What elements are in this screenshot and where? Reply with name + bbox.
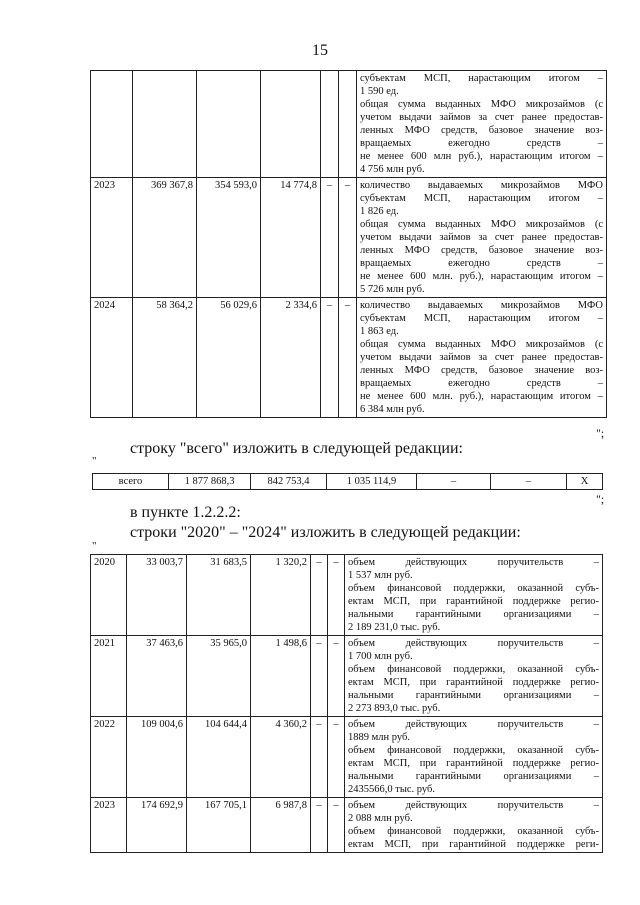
closing-quote-2: "; xyxy=(596,492,605,506)
indicator-line: объем действующих поручительств – xyxy=(348,719,599,730)
dash-cell: – xyxy=(328,717,345,798)
instruction-total-row: строку "всего" изложить в следующей редакции: xyxy=(130,440,463,457)
value-cell: 37 463,6 xyxy=(127,636,187,717)
indicator-line: 5 726 млн руб. xyxy=(360,284,425,295)
year-cell: 2024 xyxy=(91,298,133,418)
indicator-line: 1 826 ед. xyxy=(360,206,399,217)
indicator-line: не менее 600 млн. руб.), нарастающим итогом – xyxy=(360,271,603,282)
indicator-line: 2 189 231,0 тыс. руб. xyxy=(348,622,441,633)
indicator-line: количество выдаваемых микрозаймов МФО xyxy=(360,180,603,191)
indicator-line: учетом выдачи займов за счет ранее предостав- xyxy=(360,112,603,123)
table-total-row xyxy=(92,473,603,490)
indicator-cell xyxy=(345,636,603,717)
dash-cell: – xyxy=(311,555,328,636)
indicator-line: 2 088 млн руб. xyxy=(348,813,413,824)
value-cell: 31 683,5 xyxy=(187,555,251,636)
indicator-cell xyxy=(357,178,607,298)
value-cell: 2 334,6 xyxy=(261,298,321,418)
indicator-line: общая сумма выданных МФО микрозаймов (с xyxy=(360,339,603,350)
dash-cell: – xyxy=(311,717,328,798)
total-cell: – xyxy=(491,474,567,490)
table-row xyxy=(91,71,607,178)
indicator-line: общая сумма выданных МФО микрозаймов (с xyxy=(360,219,603,230)
indicator-line: объем финансовой поддержки, оказанной субъ- xyxy=(348,826,599,837)
instruction-rows: строки "2020" – "2024" изложить в следующей редакции: xyxy=(130,524,521,541)
indicator-line: субъектам МСП, нарастающим итогом – xyxy=(360,313,603,324)
table-row xyxy=(91,636,603,717)
instruction-paragraph: в пункте 1.2.2.2: xyxy=(130,504,241,521)
indicator-line: нальными гарантийными организациями – xyxy=(348,690,599,701)
indicator-line: ектам МСП, при гарантийной поддержке регио- xyxy=(348,596,599,607)
page-number: 15 xyxy=(312,42,328,59)
year-cell: 2020 xyxy=(91,555,127,636)
indicator-cell xyxy=(357,298,607,418)
dash-cell: – xyxy=(339,178,357,298)
indicator-line: 1889 млн руб. xyxy=(348,732,410,743)
indicator-line: объем действующих поручительств – xyxy=(348,800,599,811)
indicator-line: субъектам МСП, нарастающим итогом – xyxy=(360,73,603,84)
indicator-line: объем финансовой поддержки, оказанной субъ- xyxy=(348,745,599,756)
opening-quote-2: " xyxy=(92,455,97,467)
value-cell xyxy=(133,71,197,178)
indicator-line: учетом выдачи займов за счет ранее предостав- xyxy=(360,232,603,243)
value-cell: 354 593,0 xyxy=(197,178,261,298)
table-row xyxy=(91,798,603,853)
indicator-line: нальными гарантийными организациями – xyxy=(348,771,599,782)
value-cell: 14 774,8 xyxy=(261,178,321,298)
value-cell: 109 004,6 xyxy=(127,717,187,798)
table-guarantees xyxy=(90,554,603,853)
value-cell: 6 987,8 xyxy=(251,798,311,853)
dash-cell: – xyxy=(321,178,339,298)
dash-cell xyxy=(339,71,357,178)
dash-cell: – xyxy=(328,555,345,636)
total-cell: 1 035 114,9 xyxy=(327,474,417,490)
indicator-line: 1 863 ед. xyxy=(360,326,399,337)
indicator-line: не менее 600 млн руб.), нарастающим итогом – xyxy=(360,151,603,162)
indicator-line: вращаемых ежегодно средств – xyxy=(360,378,603,389)
table-row xyxy=(91,178,607,298)
indicator-line: 1 590 ед. xyxy=(360,86,399,97)
table-row xyxy=(91,298,607,418)
total-cell: 842 753,4 xyxy=(251,474,327,490)
indicator-line: ленных МФО средств, базовое значение воз- xyxy=(360,245,603,256)
indicator-line: ектам МСП, при гарантийной поддержке реги- xyxy=(348,839,599,850)
table-row xyxy=(91,717,603,798)
indicator-line: 1 700 млн руб. xyxy=(348,651,413,662)
dash-cell: – xyxy=(311,636,328,717)
year-cell xyxy=(91,71,133,178)
year-cell: 2022 xyxy=(91,717,127,798)
indicator-line: ектам МСП, при гарантийной поддержке регио- xyxy=(348,677,599,688)
value-cell: 35 965,0 xyxy=(187,636,251,717)
indicator-line: объем финансовой поддержки, оказанной субъ- xyxy=(348,664,599,675)
value-cell: 167 705,1 xyxy=(187,798,251,853)
indicator-line: объем действующих поручительств – xyxy=(348,638,599,649)
value-cell: 33 003,7 xyxy=(127,555,187,636)
table-row xyxy=(91,555,603,636)
total-cell: – xyxy=(417,474,491,490)
indicator-line: субъектам МСП, нарастающим итогом – xyxy=(360,193,603,204)
indicator-line: не менее 600 млн. руб.), нарастающим итогом – xyxy=(360,391,603,402)
indicator-line: ектам МСП, при гарантийной поддержке регио- xyxy=(348,758,599,769)
total-cell: Х xyxy=(567,474,603,490)
value-cell: 56 029,6 xyxy=(197,298,261,418)
dash-cell xyxy=(321,71,339,178)
dash-cell: – xyxy=(328,636,345,717)
indicator-line: 2435566,0 тыс. руб. xyxy=(348,784,435,795)
value-cell: 4 360,2 xyxy=(251,717,311,798)
indicator-line: вращаемых ежегодно средств – xyxy=(360,138,603,149)
value-cell xyxy=(197,71,261,178)
opening-quote-3: " xyxy=(92,540,97,552)
dash-cell: – xyxy=(328,798,345,853)
indicator-line: объем действующих поручительств – xyxy=(348,557,599,568)
indicator-cell xyxy=(345,717,603,798)
indicator-line: общая сумма выданных МФО микрозаймов (с xyxy=(360,99,603,110)
value-cell: 1 320,2 xyxy=(251,555,311,636)
indicator-line: 4 756 млн руб. xyxy=(360,164,425,175)
value-cell: 58 364,2 xyxy=(133,298,197,418)
indicator-cell xyxy=(345,798,603,853)
year-cell: 2021 xyxy=(91,636,127,717)
value-cell: 369 367,8 xyxy=(133,178,197,298)
indicator-line: 6 384 млн руб. xyxy=(360,404,425,415)
indicator-line: объем финансовой поддержки, оказанной субъ- xyxy=(348,583,599,594)
value-cell: 174 692,9 xyxy=(127,798,187,853)
total-label: всего xyxy=(93,474,169,490)
table-microloans xyxy=(90,70,607,418)
indicator-line: нальными гарантийными организациями – xyxy=(348,609,599,620)
total-cell: 1 877 868,3 xyxy=(169,474,251,490)
year-cell: 2023 xyxy=(91,178,133,298)
indicator-line: ленных МФО средств, базовое значение воз- xyxy=(360,365,603,376)
closing-quote-1: "; xyxy=(596,426,605,440)
year-cell: 2023 xyxy=(91,798,127,853)
indicator-line: 2 273 893,0 тыс. руб. xyxy=(348,703,441,714)
value-cell: 1 498,6 xyxy=(251,636,311,717)
dash-cell: – xyxy=(339,298,357,418)
indicator-line: 1 537 млн руб. xyxy=(348,570,413,581)
indicator-line: учетом выдачи займов за счет ранее предостав- xyxy=(360,352,603,363)
total-row xyxy=(93,474,603,490)
indicator-cell xyxy=(345,555,603,636)
value-cell xyxy=(261,71,321,178)
indicator-line: вращаемых ежегодно средств – xyxy=(360,258,603,269)
indicator-cell xyxy=(357,71,607,178)
value-cell: 104 644,4 xyxy=(187,717,251,798)
indicator-line: количество выдаваемых микрозаймов МФО xyxy=(360,300,603,311)
dash-cell: – xyxy=(321,298,339,418)
dash-cell: – xyxy=(311,798,328,853)
indicator-line: ленных МФО средств, базовое значение воз- xyxy=(360,125,603,136)
